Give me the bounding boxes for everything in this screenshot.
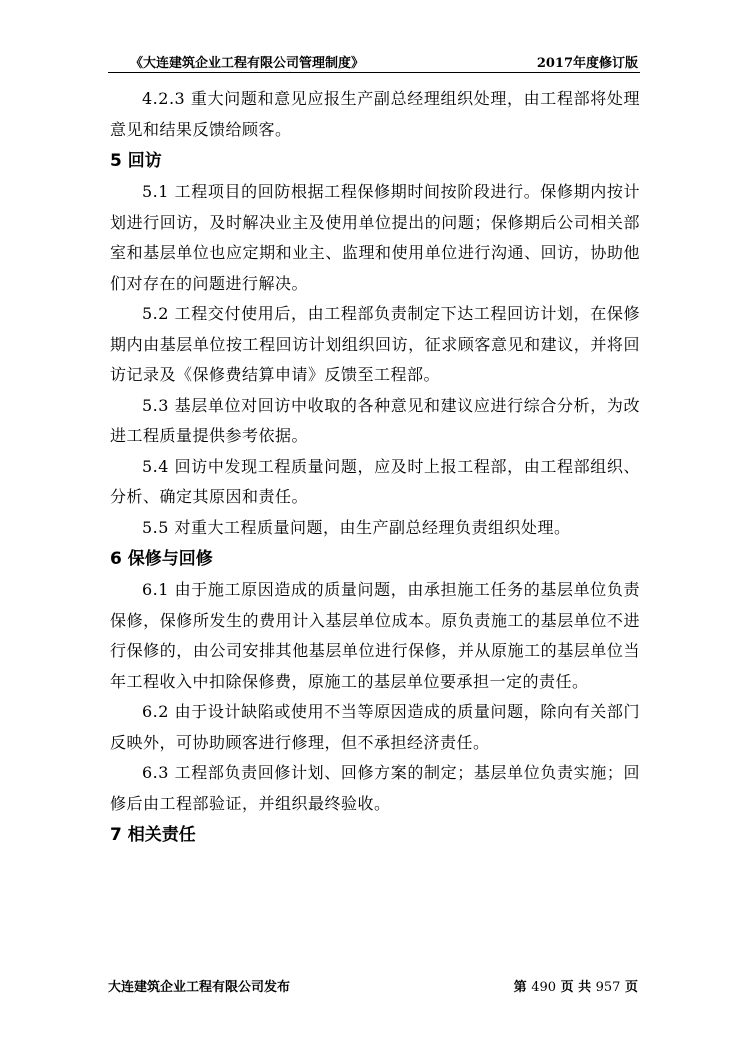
paragraph-5-1: 5.1 工程项目的回防根据工程保修期时间按阶段进行。保修期内按计划进行回访，及时解决业主及使用单位提出的问题；保修期后公司相关部室和基层单位也应定期和业主、监理和使用单位进行沟通、回访，协助他们对存在的问题进行解决。 bbox=[110, 182, 640, 293]
header-document-title: 《大连建筑企业工程有限公司管理制度》 bbox=[130, 56, 365, 71]
page-header bbox=[108, 50, 640, 73]
paragraph-6-2: 6.2 由于设计缺陷或使用不当等原因造成的质量问题，除向有关部门反映外，可协助顾客进行修理，但不承担经济责任。 bbox=[110, 702, 640, 752]
footer-publisher: 大连建筑企业工程有限公司发布 bbox=[108, 980, 291, 995]
section-5-heading: 5 回访 bbox=[110, 151, 162, 171]
footer-page-number bbox=[514, 976, 638, 995]
paragraph-6-1: 6.1 由于施工原因造成的质量问题，由承担施工任务的基层单位负责保修，保修所发生的费用计入基层单位成本。原负责施工的基层单位不进行保修的，由公司安排其他基层单位进行保修，并从原施工的基层单位当年工程收入中扣除保修费，原施工的基层单位要承担一定的责任。 bbox=[110, 580, 640, 691]
header-revision: 2017年度修订版 bbox=[536, 56, 638, 71]
page-mid: 页 共 bbox=[560, 980, 592, 995]
page-footer bbox=[108, 976, 640, 996]
page-prefix: 第 bbox=[513, 980, 527, 995]
section-6-heading: 6 保修与回修 bbox=[110, 549, 213, 569]
paragraph-6-3: 6.3 工程部负责回修计划、回修方案的制定；基层单位负责实施；回修后由工程部验证，并组织最终验收。 bbox=[110, 763, 640, 813]
page-total: 957 bbox=[595, 980, 621, 995]
document-body bbox=[110, 84, 640, 851]
section-7-heading: 7 相关责任 bbox=[110, 825, 196, 845]
page-current: 490 bbox=[531, 980, 557, 995]
paragraph-4-2-3: 4.2.3 重大问题和意见应报生产副总经理组织处理，由工程部将处理意见和结果反馈给顾客。 bbox=[110, 89, 640, 139]
page-suffix: 页 bbox=[624, 980, 638, 995]
paragraph-5-4: 5.4 回访中发现工程质量问题，应及时上报工程部，由工程部组织、分析、确定其原因和责任。 bbox=[110, 456, 640, 506]
paragraph-5-5: 5.5 对重大工程质量问题，由生产副总经理负责组织处理。 bbox=[142, 517, 571, 537]
paragraph-5-3: 5.3 基层单位对回访中收取的各种意见和建议应进行综合分析，为改进工程质量提供参考依据。 bbox=[110, 395, 640, 445]
paragraph-5-2: 5.2 工程交付使用后，由工程部负责制定下达工程回访计划，在保修期内由基层单位按工程回访计划组织回访，征求顾客意见和建议，并将回访记录及《保修费结算申请》反馈至工程部。 bbox=[110, 304, 640, 384]
